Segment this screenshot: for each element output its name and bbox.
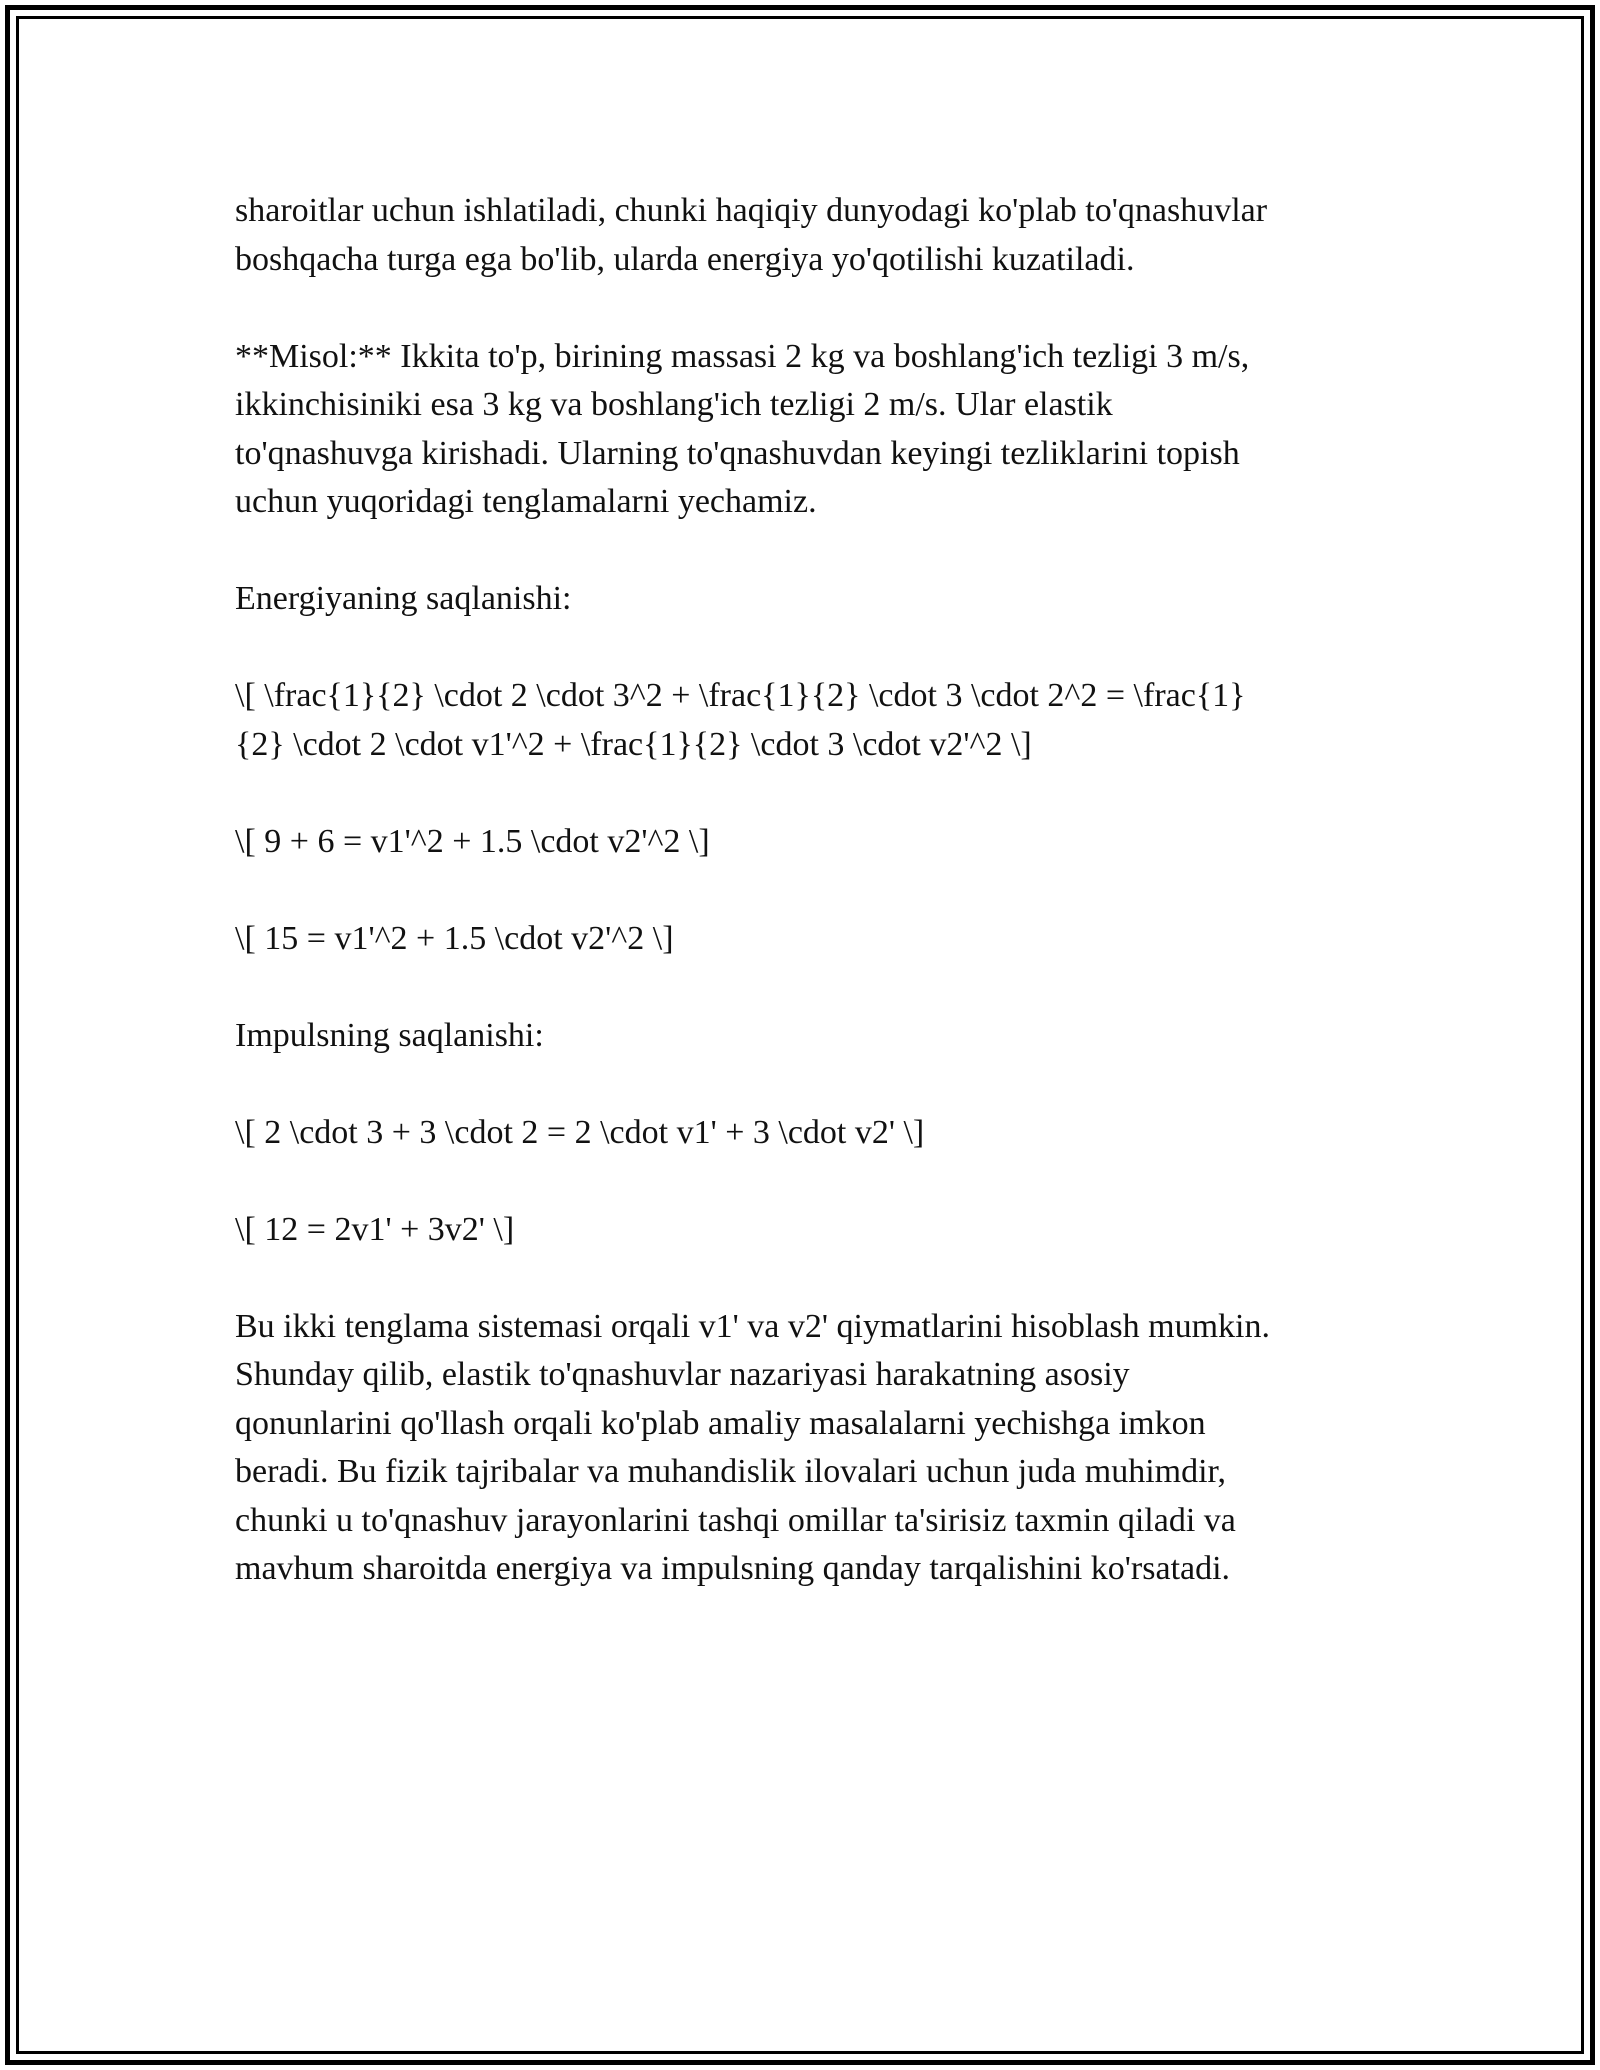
equation-momentum-result: \[ 12 = 2v1' + 3v2' \] <box>235 1210 515 1248</box>
document-body <box>235 187 1370 1642</box>
heading-energy-conservation: Energiyaning saqlanishi: <box>235 580 572 617</box>
equation-energy-full: \[ \frac{1}{2} \cdot 2 \cdot 3^2 + \frac{1}{2} \cdot 3 \cdot 2^2 = \frac{1} {2} \cdot 2 \cdot v1'^2 + \frac{1}{2} \cdot 3 \cdot v2'^2 \] <box>235 677 1246 763</box>
heading-momentum-conservation: Impulsning saqlanishi: <box>235 1016 544 1054</box>
equation-energy-result: \[ 15 = v1'^2 + 1.5 \cdot v2'^2 \] <box>235 919 674 957</box>
equation-energy-step: \[ 9 + 6 = v1'^2 + 1.5 \cdot v2'^2 \] <box>235 822 710 860</box>
equation-momentum-full: \[ 2 \cdot 3 + 3 \cdot 2 = 2 \cdot v1' + 3 \cdot v2' \] <box>235 1113 925 1151</box>
paragraph-example: **Misol:** Ikkita to'p, birining massasi 2 kg va boshlang'ich tezligi 3 m/s, ikkinchisiniki esa 3 kg va boshlang'ich tezligi 2 m/s. Ular elastik to'qnashuvga kirishadi. Ularning to'qnashuvdan keyingi tezliklarini topish uchun yuqoridagi tenglamalarni yechamiz. <box>235 337 1250 520</box>
paragraph-intro-continuation: sharoitlar uchun ishlatiladi, chunki haqiqiy dunyodagi ko'plab to'qnashuvlar boshqacha turga ega bo'lib, ularda energiya yo'qotilishi kuzatiladi. <box>235 192 1268 278</box>
paragraph-conclusion: Bu ikki tenglama sistemasi orqali v1' va v2' qiymatlarini hisoblash mumkin. Shunday qilib, elastik to'qnashuvlar nazariyasi harakatning asosiy qonunlarini qo'llash orqali ko'plab amaliy masalalarni yechishga imkon beradi. Bu fizik tajribalar va muhandislik ilovalari uchun juda muhimdir, chunki u to'qnashuv jarayonlarini tashqi omillar ta'sirisiz taxmin qiladi va mavhum sharoitda energiya va impulsning qanday tarqalishini ko'rsatadi. <box>235 1307 1270 1587</box>
